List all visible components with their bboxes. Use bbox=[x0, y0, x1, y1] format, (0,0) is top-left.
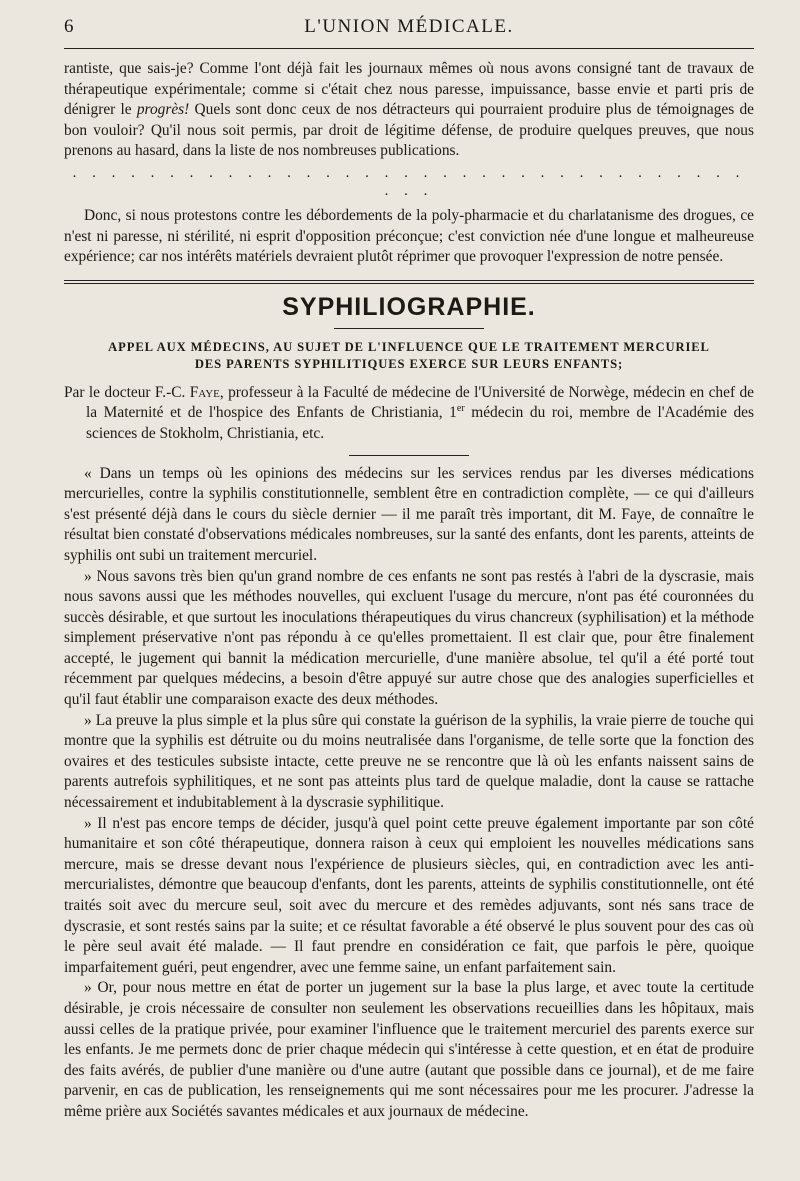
intro-p1-italic: progrès! bbox=[136, 101, 190, 119]
body-paragraph-1: « Dans un temps où les opinions des médecins sur les services rendus par les diverses médications mercurielles, contre la syphilis constitutionnelle, semblent être en contradiction complète, — ce qui d'ailleurs s'est présenté déjà dans le cours du siècle dernier — il me paraît très important, dit M. Faye, de connaître le résultat bien constaté d'observations médicales nombreuses, sur la santé des enfants, dont les parents, atteints de syphilis ont subi un traitement mercuriel. bbox=[64, 464, 754, 564]
body-paragraph-4: » Il n'est pas encore temps de décider, jusqu'à quel point cette preuve également importante par son côté humanitaire et son côté thérapeutique, donnera raison à ceux qui emploient les nouvelles médications sans mercure, mais se dresse devant nous l'expérience de plusieurs siècles, qui, en contradiction avec les anti-mercurialistes, démontre que beaucoup d'enfants, dont les parents, atteints de syphilis constitutionnelle, ont été traités soit avec du mercure seul, soit avec du mercure et des remèdes adjuvants, sont nés sans trace de dyscrasie, et sont restés sains par la suite; et ce résultat favorable a été observé le plus souvent pour des cas où le père seul avait été malade. — Il faut prendre en considération ce fait, que parfois le père, quoique imparfaitement guéri, peut engendrer, avec une femme saine, un enfant parfaitement sain. bbox=[64, 814, 754, 976]
running-head bbox=[64, 14, 754, 40]
intro-p1-text-b: Quels sont donc ceux de nos détracteurs qui pourraient produire plus de témoignages de bon vouloir? Qu'il nous soit permis, par droit de légitime défense, de produire quelques preuves, que nous prenons au hasard, dans la liste de nos nombreuses publications. bbox=[64, 101, 754, 160]
intro-paragraph-1 bbox=[64, 59, 754, 162]
section-divider bbox=[64, 280, 754, 284]
byline-prefix: Par le docteur F.-C. bbox=[64, 383, 190, 401]
byline-rule bbox=[349, 455, 469, 456]
byline-rest-a: , professeur à la Faculté de médecine de l'Université de Norwège, médecin en chef de la Maternité et de l'hospice des Enfants de Christiania, 1 bbox=[86, 383, 754, 422]
intro-p1-text-a: rantiste, que sais-je? Comme l'ont déjà fait les journaux mêmes où nous avons consigné tant de travaux de thérapeutique expérimentale; comme si c'était chez nous paresse, impuissance, basse envie et parti pris de dénigrer le bbox=[64, 60, 754, 119]
author-name: Faye bbox=[189, 383, 220, 401]
byline bbox=[64, 383, 754, 445]
intro-paragraph-2: Donc, si nous protestons contre les débordements de la poly-pharmacie et du charlatanisme des drogues, ce n'est ni paresse, ni stérilité, ni esprit d'opposition préconçue; c'est conviction née d'une longue et malheureuse expérience; car nos intérêts matériels devraient plutôt réprimer que provoquer l'expression de notre pensée. bbox=[64, 206, 754, 266]
page-number: 6 bbox=[64, 16, 74, 37]
ellipsis-line: . . . . . . . . . . . . . . . . . . . . . . . . . . . . . . . . . . . . . . bbox=[72, 164, 746, 199]
journal-title: L'UNION MÉDICALE. bbox=[304, 16, 514, 37]
article-title bbox=[64, 339, 754, 373]
section-title: SYPHILIOGRAPHIE. bbox=[282, 292, 536, 321]
article-title-line-2: DES PARENTS SYPHILITIQUES EXERCE SUR LEURS ENFANTS; bbox=[194, 356, 624, 371]
byline-rest-b: médecin du roi, membre de l'Académie des sciences de Stokholm, Christiania, etc. bbox=[86, 404, 754, 442]
section-title-rule bbox=[334, 328, 484, 329]
body-paragraph-3: » La preuve la plus simple et la plus sûre qui constate la guérison de la syphilis, la vraie pierre de touche qui montre que la syphilis est détruite ou du moins neutralisée dans l'organisme, de telle sorte que la fonction des ovaires et des testicules subsiste intacte, cette preuve ne se rencontre que là où les enfants naissent sains de parents autrefois syphilitiques, et ne sont pas atteints plus tard de quelque maladie, dont la cause se rattache nécessairement et indubitablement à la dyscrasie syphilitique. bbox=[64, 711, 754, 812]
header-rule bbox=[64, 48, 754, 49]
byline-superscript: er bbox=[456, 403, 465, 415]
body-paragraph-5: » Or, pour nous mettre en état de porter un jugement sur la base la plus large, et avec toute la certitude désirable, je crois nécessaire de consulter non seulement les observations recueillies dans les hôpitaux, mais aussi celles de la pratique privée, pour examiner l'influence que le traitement mercuriel des parents exerce sur les enfants. Je me permets donc de prier chaque médecin qui s'intéresse à cette question, et en état de produire des faits avérés, de publier d'une manière ou d'une autre (autant que possible dans ce journal), et de me faire parvenir, en cas de publication, les renseignements qui me sont nécessaires pour me les procurer. J'adresse la même prière aux Sociétés savantes médicales et aux journaux de médecine. bbox=[64, 979, 754, 1120]
body-paragraph-2: » Nous savons très bien qu'un grand nombre de ces enfants ne sont pas restés à l'abri de la dyscrasie, mais nous savons aussi que les méthodes nouvelles, qui excluent l'usage du mercure, n'ont pas été couronnées du succès désirable, et que surtout les inoculations thérapeutiques du virus chancreux (syphilisation) et la méthode simplement préservative n'ont pas répondu à ce qu'elles promettaient. Il est clair que, pour être finalement accepté, le jugement qui bannit la médication mercurielle, d'une manière absolue, tel qu'il a été porté tout récemment par quelques médecins, a besoin d'être appuyé sur autre chose que des analogies superficielles et qu'il faut établir une comparaison exacte des deux méthodes. bbox=[64, 567, 754, 709]
article-title-line-1: APPEL AUX MÉDECINS, AU SUJET DE L'INFLUENCE QUE LE TRAITEMENT MERCURIEL bbox=[108, 339, 710, 354]
